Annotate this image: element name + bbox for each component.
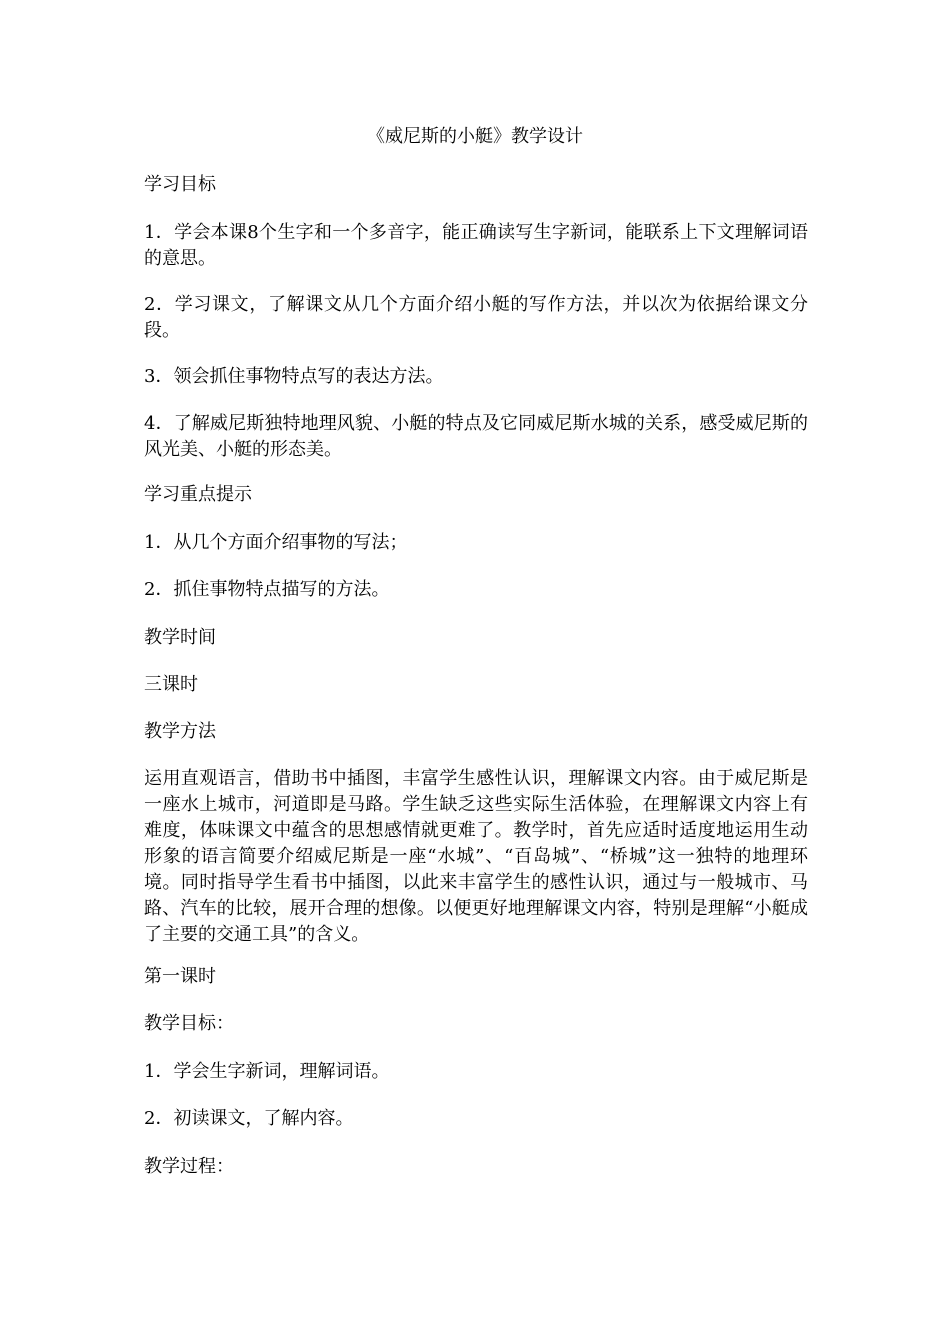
heading-first-lesson: 第一课时	[144, 966, 216, 987]
heading-key-points: 学习重点提示	[144, 484, 252, 505]
key-point-1: 1．从几个方面介绍事物的写法；	[144, 532, 408, 553]
heading-teaching-process: 教学过程：	[144, 1156, 234, 1177]
key-point-2: 2．抓住事物特点描写的方法。	[144, 579, 390, 600]
heading-learning-goals: 学习目标	[144, 174, 216, 195]
goal-item-4: 4．了解威尼斯独特地理风貌、小艇的特点及它同威尼斯水城的关系，感受威尼斯的风光美、小艇的形态美。	[144, 413, 808, 460]
goal-item-1: 1．学会本课8个生字和一个多音字，能正确读写生字新词，能联系上下文理解词语的意思。	[144, 222, 808, 269]
goal-item-2: 2．学习课文，了解课文从几个方面介绍小艇的写作方法，并以次为依据给课文分段。	[144, 294, 808, 341]
heading-teaching-method: 教学方法	[144, 721, 216, 742]
document-title: 《威尼斯的小艇》教学设计	[367, 126, 583, 147]
goal-item-3: 3．领会抓住事物特点写的表达方法。	[144, 366, 444, 387]
heading-teaching-time: 教学时间	[144, 627, 216, 648]
teaching-time-value: 三课时	[144, 674, 198, 695]
heading-lesson-goals: 教学目标：	[144, 1013, 234, 1034]
lesson-goal-1: 1．学会生字新词，理解词语。	[144, 1061, 390, 1082]
lesson-goal-2: 2．初读课文，了解内容。	[144, 1108, 354, 1129]
teaching-method-body: 运用直观语言，借助书中插图，丰富学生感性认识，理解课文内容。由于威尼斯是一座水上城市，河道即是马路。学生缺乏这些实际生活体验，在理解课文内容上有难度，体味课文中蕴含的思想感情就更难了。教学时，首先应适时适度地运用生动形象的语言简要介绍威尼斯是一座“水城”、“百岛城”、“桥城”这一独特的地理环境。同时指导学生看书中插图，以此来丰富学生的感性认识，通过与一般城市、马路、汽车的比较，展开合理的想像。以便更好地理解课文内容，特别是理解“小艇成了主要的交通工具”的含义。	[144, 768, 808, 945]
